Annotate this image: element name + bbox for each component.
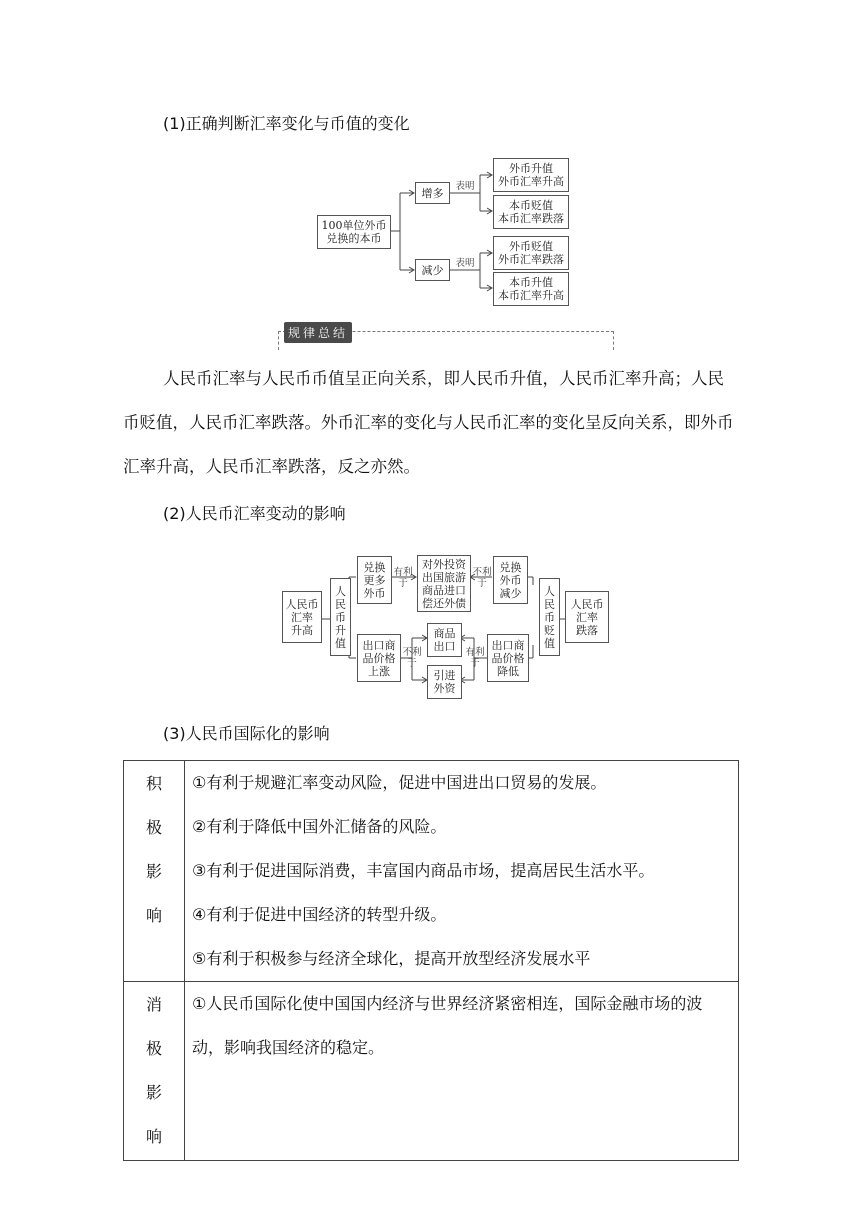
positive-item: ①有利于规避汇率变动风险，促进中国进出口贸易的发展。	[192, 773, 607, 792]
positive-item: ⑤有利于积极参与经济全球化，提高开放型经济发展水平	[192, 949, 591, 968]
down-result-2: 本币升值 本币汇率升高	[493, 272, 569, 306]
decrease-box: 减少	[415, 259, 450, 281]
more-foreign-currency-box: 兑换 更多 外币	[357, 556, 392, 604]
positive-item: ③有利于促进国际消费，丰富国内商品市场，提高居民生活水平。	[192, 861, 655, 880]
negative-item: ①人民币国际化使中国国内经济与世界经济紧密相连，国际金融市场的波动，影响我国经济的稳定。	[192, 994, 703, 1057]
export-price-fall-box: 出口商 品价格 降低	[487, 634, 529, 682]
increase-box: 增多	[415, 182, 450, 204]
diagram-root-box: 100单位外币 兑换的本币	[317, 215, 391, 249]
summary-paragraph: 人民币汇率与人民币币值呈正向关系，即人民币升值，人民币汇率升高；人民币贬值，人民币汇率跌落。外币汇率的变化与人民币汇率的变化呈反向关系，即外币汇率升高，人民币汇率跌落，反之亦然。	[123, 369, 734, 476]
up-result-1: 外币升值 外币汇率升高	[493, 158, 569, 192]
rmb-rate-fall-box: 人民币 汇率 跌落	[565, 591, 609, 643]
section-2-heading: (2)人民币汇率变动的影响	[163, 504, 346, 523]
rmb-appreciate-box: 人 民 币 升 值	[330, 578, 351, 656]
outbound-activities-box: 对外投资 出国旅游 商品进口 偿还外债	[417, 555, 471, 612]
up-result-2: 本币贬值 本币汇率跌落	[493, 195, 569, 229]
negative-impact-row	[124, 982, 739, 1161]
section-3-heading: (3)人民币国际化的影响	[163, 724, 330, 743]
positive-impact-content	[185, 761, 739, 982]
negative-impact-label: 消极影响	[124, 982, 185, 1161]
positive-impact-row	[124, 761, 739, 982]
label-beneficial-top: 有利 于	[393, 567, 413, 589]
section-1-heading: (1)正确判断汇率变化与币值的变化	[163, 114, 410, 133]
label-beneficial-bottom: 有利 于	[465, 647, 485, 669]
summary-badge: 规律总结	[284, 322, 352, 343]
label-harmful-bottom: 不利 于	[402, 647, 422, 669]
down-result-1: 外币贬值 外币汇率跌落	[493, 236, 569, 270]
up-arrow-label: 表明	[455, 181, 475, 192]
down-arrow-label: 表明	[455, 258, 475, 269]
positive-impact-label: 积极影响	[124, 761, 185, 982]
label-harmful-top: 不利 于	[472, 567, 492, 589]
less-foreign-currency-box: 兑换 外币 减少	[493, 556, 528, 604]
rmb-internationalization-table	[123, 760, 739, 1161]
negative-impact-content	[185, 982, 739, 1161]
positive-item: ④有利于促进中国经济的转型升级。	[192, 905, 447, 924]
export-price-rise-box: 出口商 品价格 上涨	[357, 634, 401, 682]
rmb-rate-rise-box: 人民币 汇率 升高	[282, 591, 322, 643]
foreign-investment-box: 引进 外资	[427, 665, 462, 699]
positive-item: ②有利于降低中国外汇储备的风险。	[192, 817, 447, 836]
goods-export-box: 商品 出口	[427, 623, 462, 657]
rmb-depreciate-box: 人 民 币 贬 值	[539, 578, 560, 656]
